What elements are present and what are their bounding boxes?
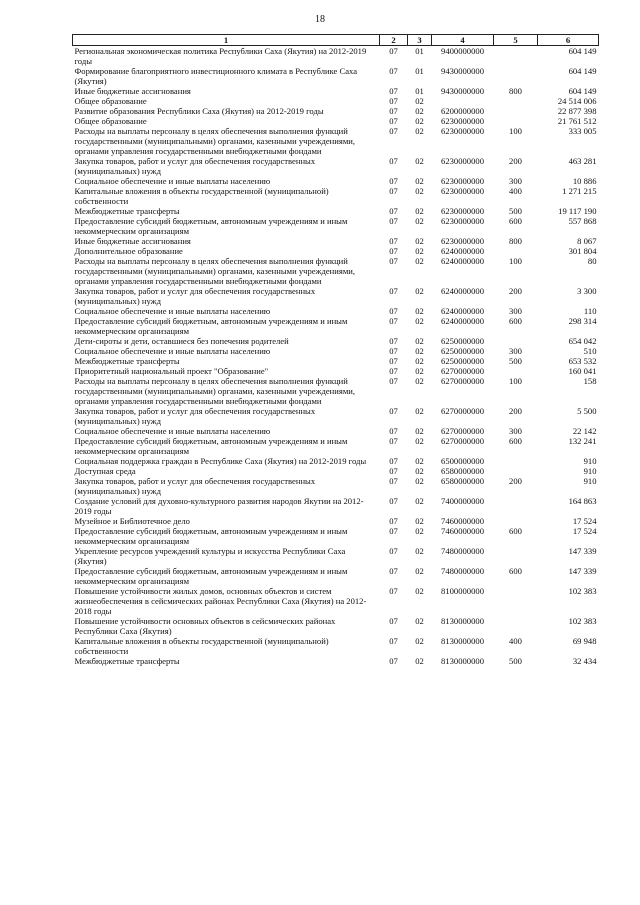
row-amount: 21 761 512 (557, 116, 597, 126)
row-amount: 24 514 006 (557, 96, 597, 106)
row-target-article: 6250000000 (441, 356, 484, 366)
row-target-article: 6230000000 (441, 126, 484, 136)
row-amount: 604 149 (538, 46, 599, 67)
table-row (73, 106, 599, 116)
row-section: 07 (389, 86, 398, 96)
row-expense-type (494, 66, 538, 86)
row-expense-type: 300 (509, 346, 522, 356)
row-target-article: 6270000000 (441, 406, 484, 416)
table-row (73, 66, 599, 86)
row-amount: 910 (583, 476, 597, 486)
row-amount: 604 149 (568, 86, 597, 96)
row-section: 07 (389, 236, 398, 246)
row-name: Иные бюджетные ассигнования (74, 236, 191, 246)
row-amount: 22 142 (572, 426, 597, 436)
row-subsection: 02 (415, 246, 424, 256)
row-section: 07 (389, 366, 398, 376)
row-target-article: 6230000000 (441, 216, 484, 226)
row-subsection: 02 (415, 526, 424, 536)
row-section: 07 (380, 46, 408, 67)
row-section: 07 (389, 526, 398, 536)
row-expense-type (494, 466, 538, 476)
row-subsection: 02 (415, 316, 424, 326)
row-target-article: 6270000000 (441, 426, 484, 436)
row-name: Создание условий для духовно-культурного развития народов Якутии на 2012-2019 годы (74, 496, 364, 516)
row-amount: 3 300 (577, 286, 597, 296)
table-row (73, 426, 599, 436)
row-target-article: 6580000000 (441, 476, 484, 486)
row-name: Капитальные вложения в объекты государственной (муниципальной) собственности (74, 186, 329, 206)
header-row (73, 35, 599, 46)
row-name: Предоставление субсидий бюджетным, автономным учреждениям и иным некоммерческим организациям (74, 216, 348, 236)
row-expense-type: 600 (509, 316, 522, 326)
table-row (73, 46, 599, 67)
row-subsection: 02 (415, 546, 424, 556)
row-name: Предоставление субсидий бюджетным, автономным учреждениям и иным некоммерческим организациям (74, 436, 348, 456)
row-target-article: 8130000000 (441, 656, 484, 666)
row-section: 07 (389, 306, 398, 316)
row-expense-type (494, 106, 538, 116)
row-name: Расходы на выплаты персоналу в целях обеспечения выполнения функций государственными (муниципальными) органами, казенными учреждениями, органами управления государственными внебюджетными фондами (74, 126, 356, 156)
row-target-article: 6230000000 (441, 116, 484, 126)
row-subsection: 02 (415, 376, 424, 386)
row-expense-type: 200 (509, 476, 522, 486)
row-subsection: 02 (415, 436, 424, 446)
row-amount: 653 532 (568, 356, 597, 366)
row-expense-type: 600 (509, 216, 522, 226)
row-amount: 333 005 (568, 126, 597, 136)
row-name: Закупка товаров, работ и услуг для обеспечения государственных (муниципальных) нужд (74, 406, 316, 426)
row-target-article: 7400000000 (441, 496, 484, 506)
row-name: Социальная поддержка граждан в Республике Саха (Якутия) на 2012-2019 годы (74, 456, 367, 466)
row-amount: 158 (583, 376, 597, 386)
row-target-article: 6230000000 (441, 176, 484, 186)
row-expense-type: 200 (509, 406, 522, 416)
row-target-article: 7460000000 (441, 526, 484, 536)
row-expense-type: 100 (509, 256, 522, 266)
row-expense-type: 200 (509, 156, 522, 166)
row-target-article: 6240000000 (441, 306, 484, 316)
row-amount: 102 383 (568, 586, 597, 596)
table-row (73, 236, 599, 246)
row-expense-type: 400 (509, 636, 522, 646)
row-subsection: 02 (415, 206, 424, 216)
table-row (73, 346, 599, 356)
table-row (73, 476, 599, 496)
row-section: 07 (389, 156, 398, 166)
row-expense-type (494, 586, 538, 616)
row-expense-type: 800 (509, 236, 522, 246)
row-subsection: 01 (415, 66, 424, 76)
row-amount: 17 524 (572, 526, 597, 536)
table-row (73, 306, 599, 316)
row-target-article: 6250000000 (441, 336, 484, 346)
row-expense-type (494, 96, 538, 106)
row-expense-type (494, 46, 538, 67)
row-amount: 110 (583, 306, 597, 316)
row-section: 07 (389, 106, 398, 116)
row-section: 07 (389, 476, 398, 486)
row-subsection: 02 (415, 466, 424, 476)
header-col-1: 1 (73, 35, 380, 46)
row-target-article (432, 96, 494, 106)
row-amount: 147 339 (568, 566, 597, 576)
row-name: Иные бюджетные ассигнования (74, 86, 191, 96)
row-amount: 463 281 (568, 156, 597, 166)
row-name: Региональная экономическая политика Республики Саха (Якутия) на 2012-2019 годы (73, 46, 380, 67)
table-row (73, 156, 599, 176)
table-row (73, 176, 599, 186)
row-subsection: 02 (415, 286, 424, 296)
row-section: 07 (389, 316, 398, 326)
row-expense-type: 300 (509, 306, 522, 316)
row-section: 07 (389, 96, 398, 106)
table-body (73, 46, 599, 667)
row-name: Предоставление субсидий бюджетным, автономным учреждениям и иным некоммерческим организациям (74, 316, 348, 336)
row-section: 07 (389, 356, 398, 366)
row-section: 07 (389, 66, 398, 76)
row-section: 07 (389, 406, 398, 416)
row-name: Дети-сироты и дети, оставшиеся без попечения родителей (74, 336, 289, 346)
row-subsection: 02 (415, 236, 424, 246)
row-expense-type: 800 (509, 86, 522, 96)
row-target-article: 6250000000 (441, 346, 484, 356)
row-amount: 654 042 (568, 336, 597, 346)
table-row (73, 216, 599, 236)
table-row (73, 246, 599, 256)
row-amount: 910 (583, 456, 597, 466)
row-expense-type: 500 (509, 656, 522, 666)
row-subsection: 02 (415, 126, 424, 136)
row-section: 07 (389, 436, 398, 446)
header-col-4: 4 (432, 35, 494, 46)
row-expense-type: 500 (509, 206, 522, 216)
row-subsection: 02 (415, 116, 424, 126)
table-row (73, 516, 599, 526)
table-row (73, 466, 599, 476)
row-target-article: 8130000000 (441, 616, 484, 626)
row-name: Расходы на выплаты персоналу в целях обеспечения выполнения функций государственными (муниципальными) органами, казенными учреждениями, органами управления государственными внебюджетными фондами (74, 376, 356, 406)
row-target-article: 8130000000 (441, 636, 484, 646)
table-row (73, 316, 599, 336)
row-target-article: 6270000000 (441, 436, 484, 446)
row-expense-type: 200 (509, 286, 522, 296)
row-name: Предоставление субсидий бюджетным, автономным учреждениям и иным некоммерческим организациям (74, 566, 348, 586)
row-amount: 5 500 (577, 406, 597, 416)
table-row (73, 366, 599, 376)
row-name: Закупка товаров, работ и услуг для обеспечения государственных (муниципальных) нужд (74, 476, 316, 496)
header-col-2: 2 (380, 35, 408, 46)
row-amount: 17 524 (572, 516, 597, 526)
row-amount: 160 041 (568, 366, 597, 376)
row-amount: 69 948 (572, 636, 597, 646)
header-col-6: 6 (538, 35, 599, 46)
row-section: 07 (389, 616, 398, 626)
row-subsection: 02 (415, 306, 424, 316)
row-subsection: 02 (415, 586, 424, 596)
row-expense-type (494, 496, 538, 516)
row-target-article: 6230000000 (441, 186, 484, 196)
row-subsection: 02 (415, 636, 424, 646)
row-expense-type: 500 (509, 356, 522, 366)
row-name: Капитальные вложения в объекты государственной (муниципальной) собственности (74, 636, 329, 656)
row-section: 07 (389, 426, 398, 436)
row-section: 07 (389, 376, 398, 386)
table-row (73, 206, 599, 216)
row-expense-type (494, 516, 538, 526)
row-name: Доступная среда (74, 466, 136, 476)
row-subsection: 02 (415, 156, 424, 166)
row-section: 07 (389, 216, 398, 226)
row-subsection: 02 (415, 616, 424, 626)
row-name: Формирование благоприятного инвестиционного климата в Республике Саха (Якутия) (74, 66, 358, 86)
row-amount: 80 (587, 256, 597, 266)
row-subsection: 02 (415, 496, 424, 506)
table-row (73, 336, 599, 346)
row-amount: 557 868 (568, 216, 597, 226)
row-section: 07 (389, 566, 398, 576)
row-target-article: 7460000000 (441, 516, 484, 526)
row-name: Общее образование (74, 116, 147, 126)
table-row (73, 636, 599, 656)
table-row (73, 116, 599, 126)
table-row (73, 186, 599, 206)
row-target-article: 8100000000 (441, 586, 484, 596)
row-expense-type: 300 (509, 426, 522, 436)
row-amount: 32 434 (572, 656, 597, 666)
row-amount: 164 863 (568, 496, 597, 506)
row-target-article: 6500000000 (441, 456, 484, 466)
row-name: Предоставление субсидий бюджетным, автономным учреждениям и иным некоммерческим организациям (74, 526, 348, 546)
row-section: 07 (389, 126, 398, 136)
row-target-article: 6580000000 (441, 466, 484, 476)
row-subsection: 01 (415, 86, 424, 96)
table-row (73, 86, 599, 96)
table-row (73, 126, 599, 156)
table-row (73, 436, 599, 456)
row-subsection: 02 (415, 566, 424, 576)
row-subsection: 02 (415, 426, 424, 436)
row-name: Межбюджетные трансферты (74, 656, 180, 666)
table-row (73, 496, 599, 516)
table-row (73, 356, 599, 366)
row-target-article: 6240000000 (441, 286, 484, 296)
row-section: 07 (389, 336, 398, 346)
row-amount: 510 (583, 346, 597, 356)
row-expense-type: 600 (509, 566, 522, 576)
row-expense-type (494, 456, 538, 466)
row-amount: 910 (583, 466, 597, 476)
row-subsection: 02 (415, 656, 424, 666)
row-section: 07 (389, 516, 398, 526)
row-expense-type (494, 546, 538, 566)
table-row (73, 286, 599, 306)
table-row (73, 526, 599, 546)
table-header (73, 35, 599, 46)
row-amount: 10 886 (572, 176, 597, 186)
row-name: Приоритетный национальный проект "Образование" (74, 366, 269, 376)
row-expense-type: 100 (509, 126, 522, 136)
row-expense-type: 100 (509, 376, 522, 386)
row-expense-type (494, 336, 538, 346)
table-row (73, 586, 599, 616)
row-expense-type: 600 (509, 436, 522, 446)
row-subsection: 02 (415, 406, 424, 416)
row-name: Социальное обеспечение и иные выплаты населению (74, 426, 271, 436)
row-amount: 22 877 398 (557, 106, 597, 116)
row-section: 07 (389, 456, 398, 466)
row-name: Общее образование (74, 96, 147, 106)
row-section: 07 (389, 206, 398, 216)
table-row (73, 546, 599, 566)
row-subsection: 02 (415, 456, 424, 466)
row-target-article: 9430000000 (441, 66, 484, 76)
row-target-article: 7480000000 (441, 546, 484, 556)
row-target-article: 6230000000 (441, 236, 484, 246)
row-amount: 8 067 (577, 236, 597, 246)
row-target-article: 7480000000 (441, 566, 484, 576)
row-section: 07 (389, 246, 398, 256)
row-section: 07 (389, 496, 398, 506)
row-subsection: 02 (415, 256, 424, 266)
table-row (73, 566, 599, 586)
row-target-article: 6230000000 (441, 206, 484, 216)
table-row (73, 406, 599, 426)
row-section: 07 (389, 466, 398, 476)
row-subsection: 02 (415, 186, 424, 196)
row-expense-type: 400 (509, 186, 522, 196)
row-subsection: 02 (415, 476, 424, 486)
row-amount: 102 383 (568, 616, 597, 626)
row-subsection: 02 (415, 176, 424, 186)
row-expense-type: 600 (509, 526, 522, 536)
row-section: 07 (389, 636, 398, 646)
header-col-3: 3 (408, 35, 432, 46)
row-name: Социальное обеспечение и иные выплаты населению (74, 176, 271, 186)
row-subsection: 02 (415, 346, 424, 356)
row-name: Межбюджетные трансферты (74, 206, 180, 216)
row-section: 07 (389, 116, 398, 126)
row-name: Повышение устойчивости жилых домов, основных объектов и систем жизнеобеспечения в сейсмических районах Республики Саха (Якутия) на 2012-2018 годы (74, 586, 367, 616)
row-name: Расходы на выплаты персоналу в целях обеспечения выполнения функций государственными (муниципальными) органами, казенными учреждениями, органами управления государственными внебюджетными фондами (74, 256, 356, 286)
row-target-article: 6270000000 (441, 376, 484, 386)
row-section: 07 (389, 656, 398, 666)
row-amount: 132 241 (568, 436, 597, 446)
row-subsection: 01 (408, 46, 432, 67)
table-row (73, 96, 599, 106)
row-amount: 19 117 190 (558, 206, 597, 216)
row-subsection: 02 (415, 356, 424, 366)
row-expense-type (494, 366, 538, 376)
row-target-article: 9400000000 (432, 46, 494, 67)
row-name: Социальное обеспечение и иные выплаты населению (74, 346, 271, 356)
row-name: Укрепление ресурсов учреждений культуры и искусства Республики Саха (Якутия) (74, 546, 346, 566)
row-section: 07 (389, 286, 398, 296)
row-section: 07 (389, 546, 398, 556)
row-amount: 1 271 215 (562, 186, 597, 196)
page-number: 18 (315, 14, 325, 25)
row-section: 07 (389, 186, 398, 196)
row-target-article: 6240000000 (441, 246, 484, 256)
row-subsection: 02 (415, 96, 424, 106)
row-name: Повышение устойчивости основных объектов в сейсмических районах Республики Саха (Якутия) (74, 616, 336, 636)
row-subsection: 02 (415, 106, 424, 116)
row-name: Развитие образования Республики Саха (Якутия) на 2012-2019 годы (74, 106, 324, 116)
row-target-article: 6270000000 (441, 366, 484, 376)
row-subsection: 02 (415, 216, 424, 226)
table-row (73, 616, 599, 636)
row-target-article: 6240000000 (441, 256, 484, 266)
row-expense-type (494, 616, 538, 636)
row-target-article: 6240000000 (441, 316, 484, 326)
row-target-article: 9430000000 (441, 86, 484, 96)
table-row (73, 656, 599, 666)
row-name: Музейное и Библиотечное дело (74, 516, 190, 526)
row-name: Социальное обеспечение и иные выплаты населению (74, 306, 271, 316)
row-subsection: 02 (415, 516, 424, 526)
row-target-article: 6230000000 (441, 156, 484, 166)
row-name: Закупка товаров, работ и услуг для обеспечения государственных (муниципальных) нужд (74, 286, 316, 306)
row-section: 07 (389, 346, 398, 356)
row-expense-type (494, 246, 538, 256)
row-section: 07 (389, 256, 398, 266)
row-target-article: 6200000000 (441, 106, 484, 116)
budget-table (72, 34, 599, 666)
row-expense-type: 300 (509, 176, 522, 186)
row-name: Закупка товаров, работ и услуг для обеспечения государственных (муниципальных) нужд (74, 156, 316, 176)
row-amount: 147 339 (568, 546, 597, 556)
table-row (73, 256, 599, 286)
row-subsection: 02 (415, 366, 424, 376)
row-amount: 301 804 (568, 246, 597, 256)
row-amount: 298 314 (568, 316, 597, 326)
table-row (73, 456, 599, 466)
row-name: Межбюджетные трансферты (74, 356, 180, 366)
table-row (73, 376, 599, 406)
row-section: 07 (389, 176, 398, 186)
row-subsection: 02 (415, 336, 424, 346)
row-amount: 604 149 (568, 66, 597, 76)
row-name: Дополнительное образование (74, 246, 183, 256)
header-col-5: 5 (494, 35, 538, 46)
row-expense-type (494, 116, 538, 126)
row-section: 07 (389, 586, 398, 596)
